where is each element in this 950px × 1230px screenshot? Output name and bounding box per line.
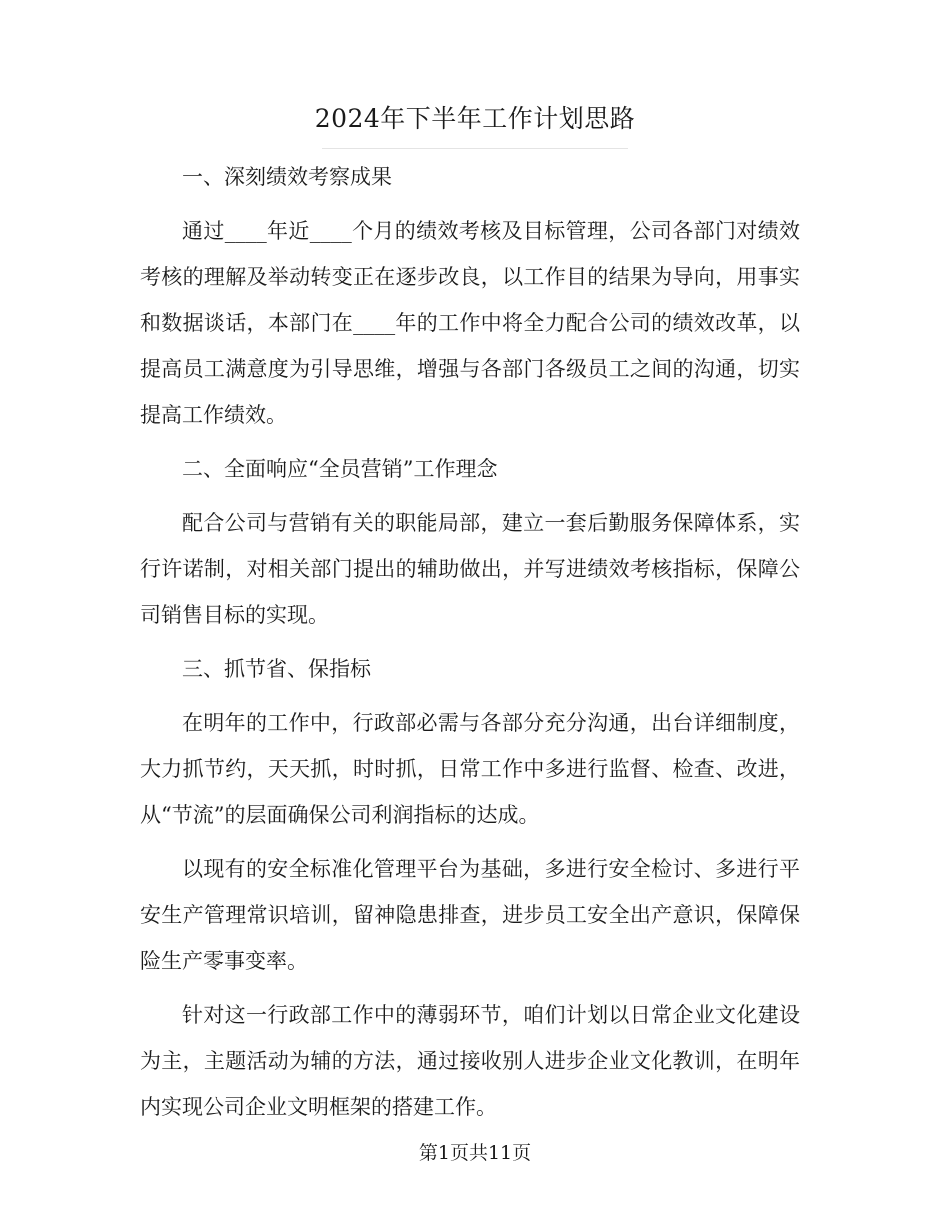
section-heading-1: 一、深刻绩效考察成果 [182, 165, 392, 189]
paragraph-5: 针对这一行政部工作中的薄弱环节，咱们计划以日常企业文化建设为主，主题活动为辅的方法，通过接收别人进步企业文化教训，在明年内实现公司企业文明框架的搭建工作。 [140, 1003, 800, 1119]
title-underline [322, 148, 628, 149]
section-heading-3: 三、抓节省、保指标 [182, 657, 371, 681]
document-body [140, 154, 800, 1138]
paragraph-4: 以现有的安全标准化管理平台为基础，多进行安全检讨、多进行平安生产管理常识培训，留神隐患排查，进步员工安全出产意识，保障保险生产零事变率。 [140, 857, 800, 973]
document-title: 2024年下半年工作计划思路 [314, 104, 636, 133]
paragraph-2: 配合公司与营销有关的职能局部，建立一套后勤服务保障体系，实行许诺制，对相关部门提出的辅助做出，并写进绩效考核指标，保障公司销售目标的实现。 [140, 511, 800, 627]
paragraph-3: 在明年的工作中，行政部必需与各部分充分沟通，出台详细制度，大力抓节约，天天抓，时时抓，日常工作中多进行监督、检查、改进，从“节流”的层面确保公司利润指标的达成。 [140, 711, 800, 827]
paragraph-1: 通过____年近____个月的绩效考核及目标管理，公司各部门对绩效考核的理解及举动转变正在逐步改良，以工作目的结果为导向，用事实和数据谈话，本部门在____年的工作中将全力配合公司的绩效改革，以提高员工满意度为引导思维，增强与各部门各级员工之间的沟通，切实提高工作绩效。 [140, 219, 800, 427]
page-number-footer: 第1页共11页 [418, 1142, 532, 1164]
section-heading-2: 二、全面响应“全员营销”工作理念 [182, 457, 498, 481]
